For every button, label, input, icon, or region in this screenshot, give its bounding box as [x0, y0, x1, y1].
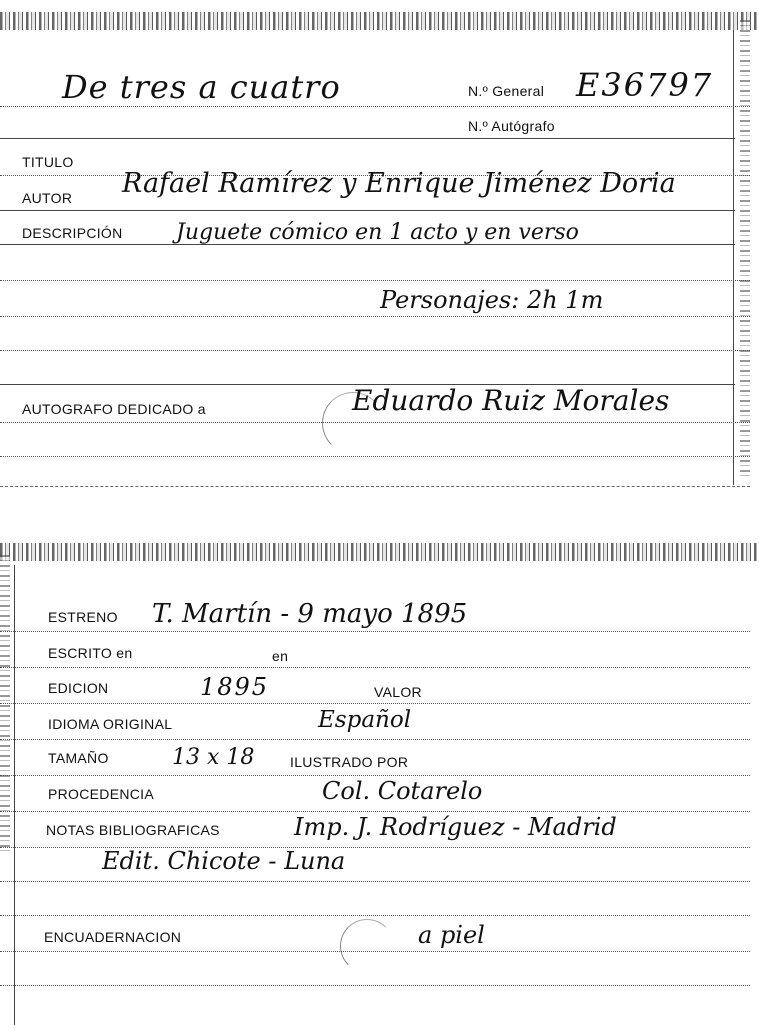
scan-noise-left-edge: [0, 555, 10, 855]
rule-line: [0, 915, 750, 916]
card-bottom-edge: [0, 486, 750, 487]
scan-noise-right-edge: [740, 20, 750, 480]
autografo-dedicado-label: AUTOGRAFO DEDICADO a: [22, 401, 206, 417]
descripcion-label: DESCRIPCIÓN: [22, 225, 123, 241]
rule-line: [0, 881, 750, 882]
scan-noise-top: [0, 543, 759, 561]
rule-line: [0, 739, 750, 740]
idioma-value: Español: [318, 707, 412, 733]
rule-line: [0, 811, 750, 812]
personajes-value: Personajes: 2h 1m: [380, 286, 604, 314]
autor-value: Rafael Ramírez y Enrique Jiménez Doria: [122, 168, 676, 199]
ilustrado-por-label: ILUSTRADO POR: [290, 754, 409, 770]
rule-line: [0, 422, 750, 423]
catalog-card-back: [0, 535, 759, 1028]
rule-line: [0, 280, 750, 281]
autor-label: AUTOR: [22, 190, 73, 206]
edicion-label: EDICION: [48, 680, 109, 696]
titulo-label: TITULO: [22, 154, 74, 170]
estreno-label: ESTRENO: [48, 609, 118, 625]
rule-line: [0, 456, 750, 457]
card-border-right: [733, 30, 734, 485]
rule-line: [0, 631, 750, 632]
handwritten-title: De tres a cuatro: [62, 68, 341, 106]
valor-label: VALOR: [374, 684, 422, 700]
card-border-left: [14, 565, 15, 1025]
procedencia-value: Col. Cotarelo: [322, 777, 483, 805]
notas-bibliograficas-label: NOTAS BIBLIOGRAFICAS: [46, 822, 220, 838]
rule-line: [0, 106, 750, 107]
notas-value-line-1: Imp. J. Rodríguez - Madrid: [294, 813, 617, 841]
escrito-en-label: ESCRITO en: [48, 645, 133, 661]
descripcion-value: Juguete cómico en 1 acto y en verso: [176, 220, 579, 245]
num-autografo-label: N.º Autógrafo: [468, 118, 555, 134]
idioma-original-label: IDIOMA ORIGINAL: [48, 716, 173, 732]
tamano-value: 13 x 18: [172, 745, 255, 770]
rule-line: [0, 350, 750, 351]
en-label: en: [272, 648, 289, 664]
rule-line: [0, 244, 735, 245]
num-general-label: N.º General: [468, 83, 545, 99]
rule-line: [0, 138, 735, 139]
rule-line: [0, 316, 750, 317]
rule-line: [0, 985, 750, 986]
stamp-circle: [340, 919, 394, 973]
tamano-label: TAMAÑO: [48, 750, 109, 766]
autografo-dedicado-value: Eduardo Ruiz Morales: [352, 384, 670, 417]
rule-line: [0, 667, 750, 668]
rule-line: [0, 703, 750, 704]
estreno-value: T. Martín - 9 mayo 1895: [152, 599, 468, 629]
procedencia-label: PROCEDENCIA: [48, 786, 154, 802]
edicion-value: 1895: [200, 673, 270, 701]
catalog-card-front: [0, 0, 759, 495]
scan-noise-top: [0, 12, 759, 30]
rule-line: [0, 951, 750, 952]
notas-value-line-2: Edit. Chicote - Luna: [102, 847, 346, 875]
rule-line: [0, 775, 750, 776]
encuadernacion-label: ENCUADERNACION: [44, 929, 182, 945]
num-general-value: E36797: [576, 66, 714, 104]
encuadernacion-value: a piel: [418, 921, 485, 949]
rule-line: [0, 210, 735, 211]
